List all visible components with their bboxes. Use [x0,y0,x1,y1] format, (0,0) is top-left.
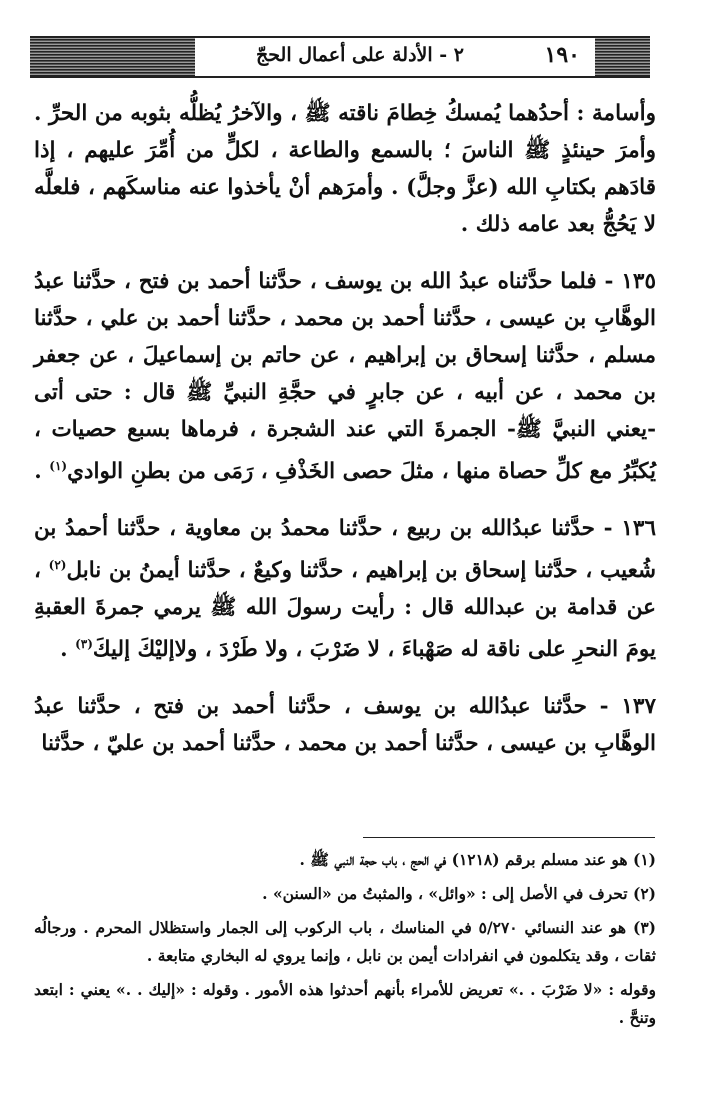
footnote-1: (١) هو عند مسلم برقم (١٢١٨) في الحج ، باب حجة النبي ﷺ . [299,850,656,869]
footnote-ref-2: (٢) [48,558,67,573]
main-text [34,95,656,762]
footnote-commentary: وقوله : «لا ضَرْبَ . .» تعريض للأمراء بأنهم أحدثوا هذه الأمور . وقوله : «إليك . .» يعني : ابتعد وتنحَّ . [34,980,656,1027]
header-hatch-left [30,38,195,76]
footnote-2: (٢) تحرف في الأصل إلى : «وائل» ، والمثبتُ من «السنن» . [262,884,656,903]
hadith-135-text: ١٣٥ - فلما حدَّثناه عبدُ الله بن يوسف ، حدَّثنا أحمد بن فتح ، حدَّثنا عبدُ الوهَّابِ بن عيسى ، حدَّثنا أحمد بن محمد ، حدَّثنا أحمد بن علي ، حدَّثنا مسلم ، حدَّثنا إسحاق بن إبراهيم ، عن حاتم بن إسماعيلَ ، عن جعفر بن محمد ، عن أبيه ، عن جابرٍ في حجَّةِ النبيِّ ﷺ قال : حتى أتى -يعني النبيَّ ﷺ- الجمرةَ التي عند الشجرة ، فرماها بسبع حصيات ، يُكبِّرُ مع كلِّ حصاة منها ، مثلَ حصى الخَذْفِ ، رَمَى من بطنِ الوادي [34,269,656,485]
hadith-136-text: ١٣٦ - حدَّثنا عبدُالله بن ربيع ، حدَّثنا محمدُ بن معاوية ، حدَّثنا أحمدُ بن شُعيب ، حدَّثنا إسحاق بن إبراهيم ، حدَّثنا وكيعٌ ، حدَّثنا أيمنُ بن نابل [34,516,656,584]
hadith-137: ١٣٧ - حدَّثنا عبدُالله بن يوسف ، حدَّثنا أحمد بن فتح ، حدَّثنا عبدُ الوهَّابِ بن عيسى ، حدَّثنا أحمد بن محمد ، حدَّثنا أحمد بن عليّ ، حدَّثنا [34,694,656,757]
header-title: ٢ - الأدلة على أعمال الحجّ [256,44,464,66]
hadith-136 [34,510,656,668]
footnote-ref-3: (٣) [75,637,93,652]
running-header [30,36,650,78]
hadith-136-end: . [60,637,76,663]
hadith-135-end: . [34,459,50,485]
footnote-ref-1: (١) [49,459,68,473]
footnotes [34,846,656,1038]
paragraph-continuation: وأسامة : أحدُهما يُمسكُ خِطامَ ناقته ﷺ ، والآخرُ يُظلُّه بثوبه من الحرِّ . وأمرَ حينئذٍ ﷺ الناسَ ؛ بالسمع والطاعة ، لكلٍّ من أُمِّرَ عليهم ، إذا قادَهم بكتابِ الله (عزَّ وجلَّ) . وأمرَهم أنْ يأخذوا عنه مناسكَهم ، فلعلَّه لا يَحُجُّ بعد عامه ذلك . [34,101,656,237]
hadith-136-text-2: ، عن قدامة بن عبدالله قال : رأيت رسولَ الله ﷺ يرمي جمرةَ العقبةِ يومَ النحرِ على ناقة له صَهْباءَ ، لا ضَرْبَ ، ولا طَرْدَ ، ولاإليْكَ إليكَ [34,558,656,663]
footnote-3: (٣) هو عند النسائي ٥/٢٧٠ في المناسك ، باب الركوب إلى الجمار واستظلال المحرم . ورجالُه ثقات ، وقد يتكلمون في انفرادات أيمن بن نابل ، وإنما يروي له البخاري متابعة . [34,918,657,965]
page-number: ١٩٠ [544,42,580,68]
hadith-135 [34,263,656,490]
header-hatch-right [595,38,650,76]
footnote-divider [363,837,655,838]
